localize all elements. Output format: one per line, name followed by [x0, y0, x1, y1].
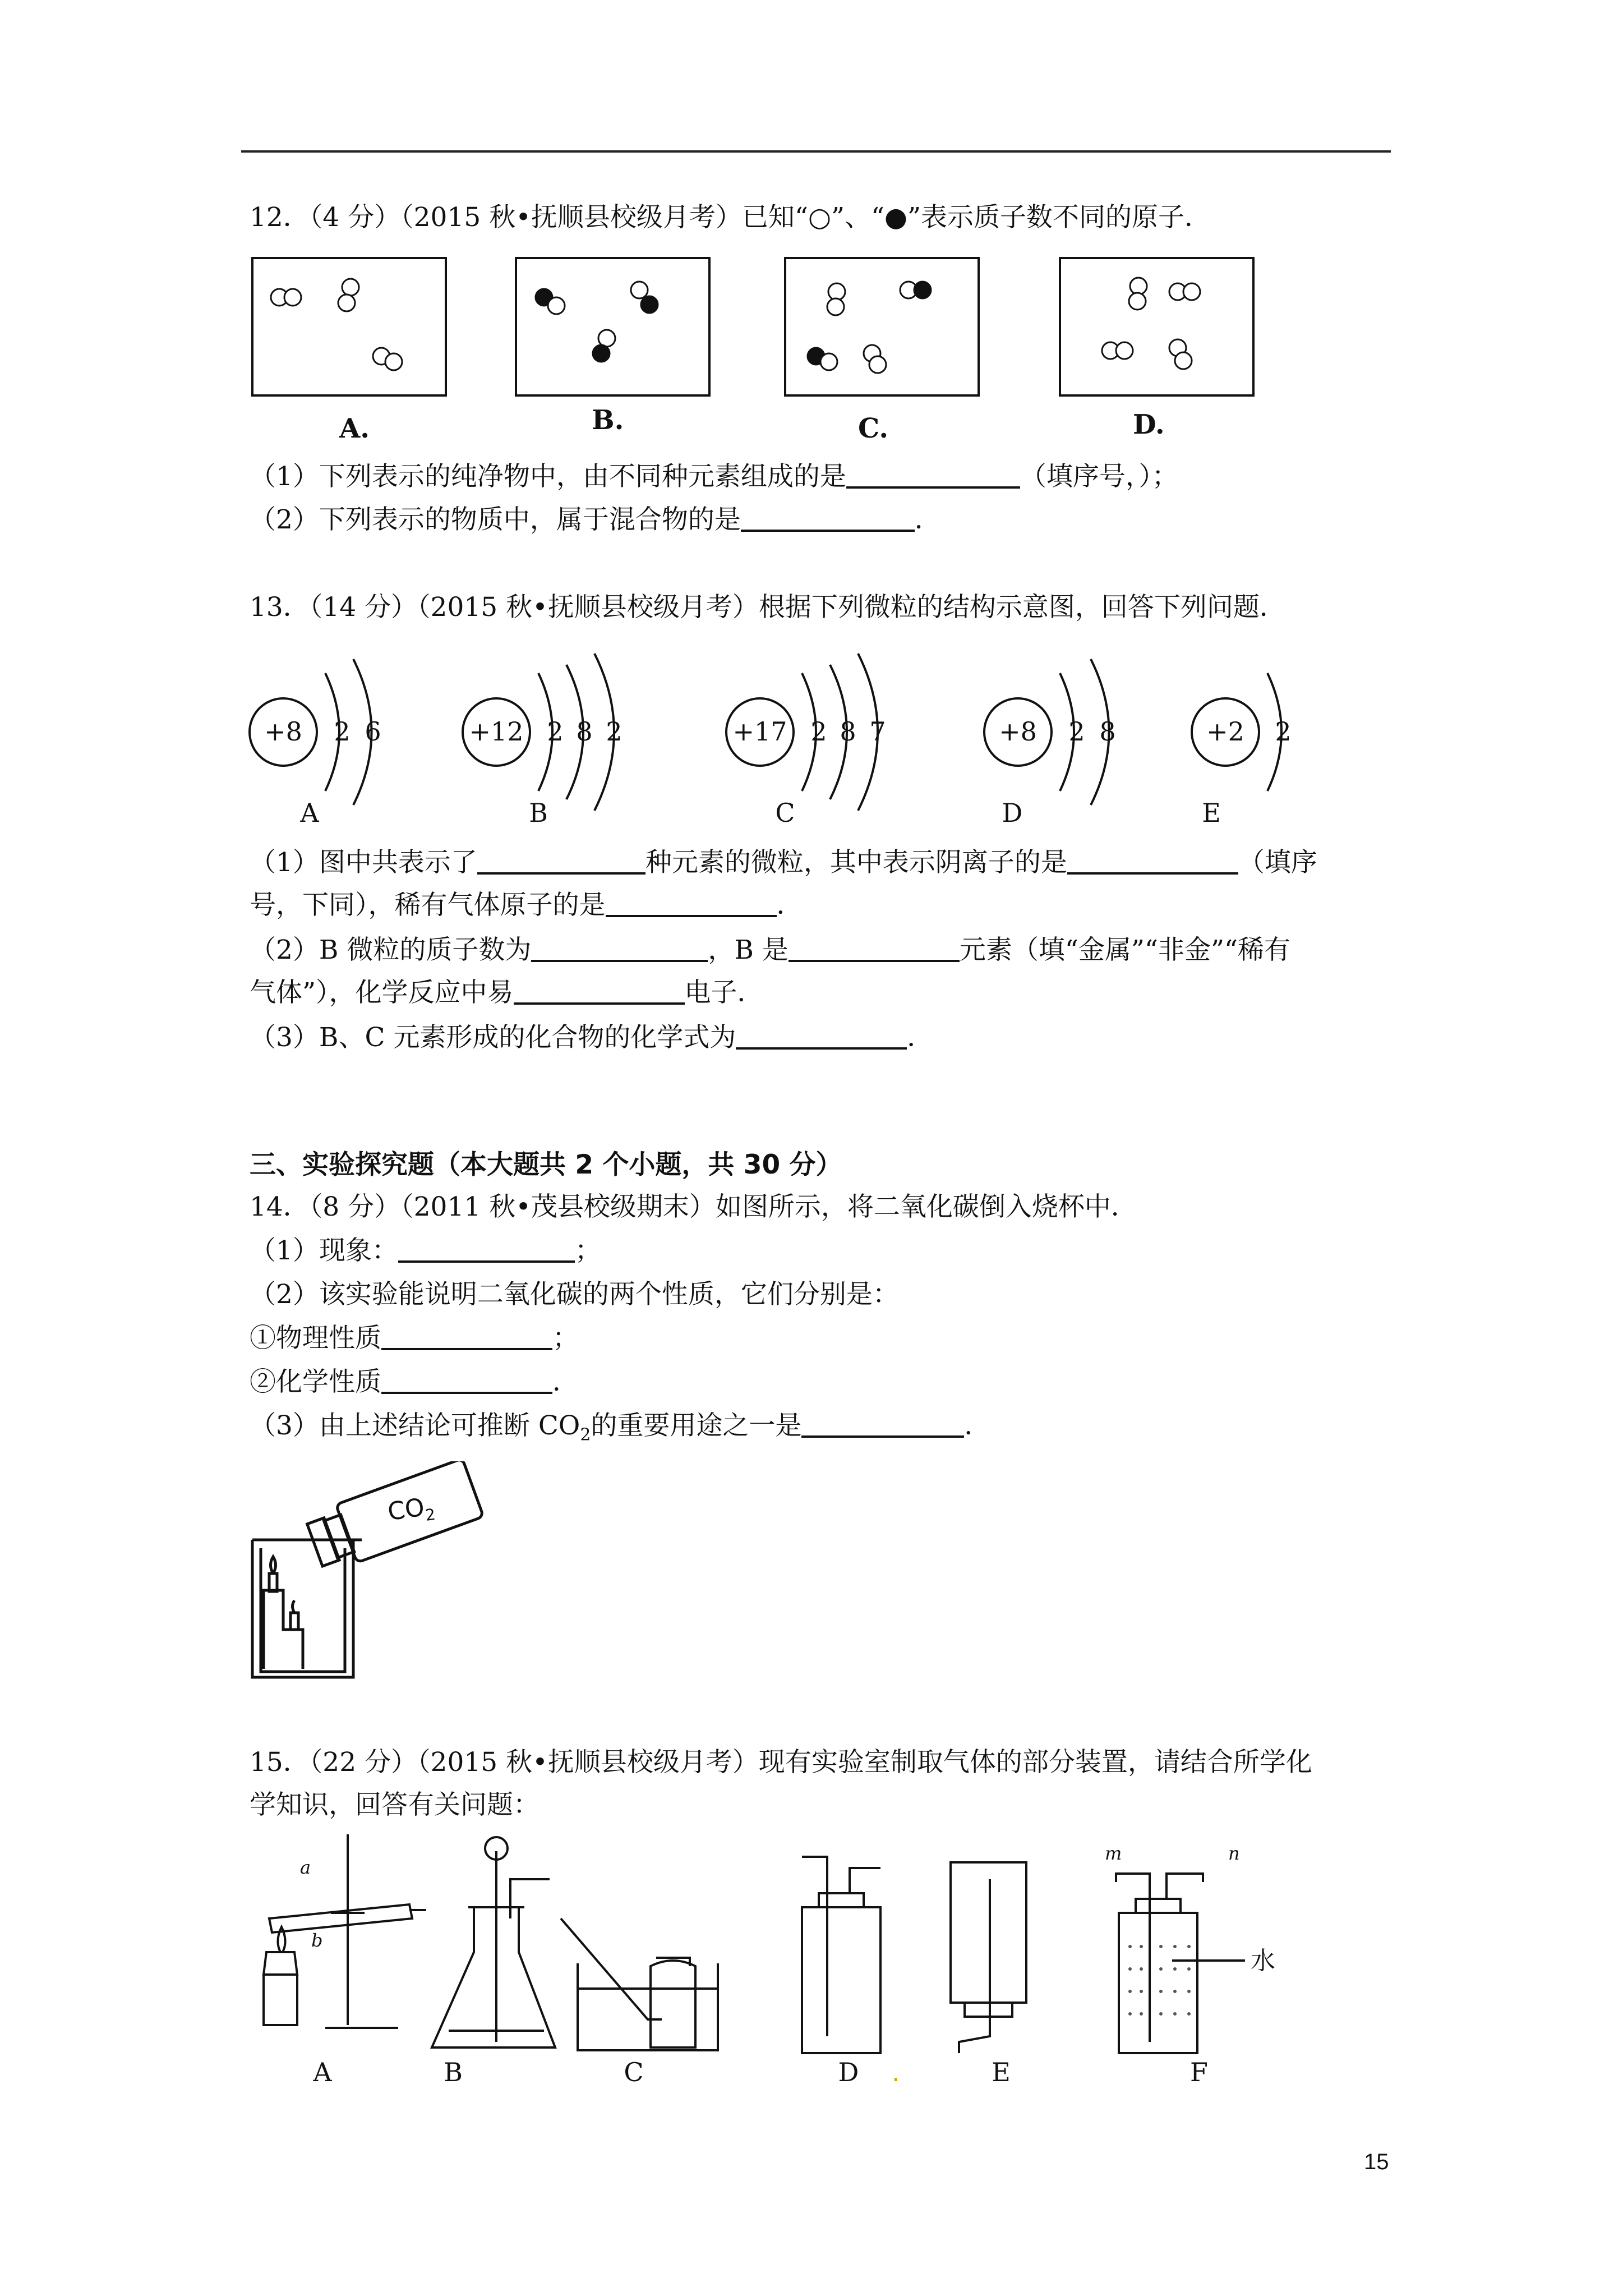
q12-part2: （2）下列表示的物质中，属于混合物的是 ． [250, 504, 941, 535]
q14-blank-2[interactable] [381, 1322, 552, 1350]
q13-b-shell-3: 2 [606, 716, 623, 747]
q12-stem: 12．（4 分）（2015 秋•抚顺县校级月考）已知“○”、“●”表示质子数不同的原子． [250, 202, 1211, 233]
q12-option-d: D. [1133, 409, 1165, 440]
q12-part1: （1）下列表示的纯净物中，由不同种元素组成的是 （填序号，）； [250, 461, 1178, 492]
q12-blank-1[interactable] [846, 461, 1020, 489]
q14-beaker-figure [241, 1461, 505, 1691]
q13-a-nucleus: +8 [264, 716, 302, 747]
q13-b-nucleus: +12 [469, 716, 524, 747]
q13-label-b: B [529, 798, 548, 828]
q14-part4: ②化学性质 ． [250, 1366, 579, 1397]
q15-label-a: A [313, 2057, 332, 2087]
q13-a-shell-2: 6 [365, 716, 381, 747]
q14-stem: 14．（8 分）（2011 秋•茂县校级期末）如图所示，将二氧化碳倒入烧杯中． [250, 1191, 1137, 1222]
q14-blank-3[interactable] [381, 1366, 552, 1394]
q13-blank-4[interactable] [531, 934, 708, 962]
q14-blank-1[interactable] [398, 1235, 575, 1263]
q13-label-a: A [300, 798, 319, 828]
q13-part2b: 气体”），化学反应中易 电子． [250, 977, 764, 1008]
q15-label-c: C [624, 2057, 644, 2087]
q15-stem-1: 15．（22 分）（2015 秋•抚顺县校级月考）现有实验室制取气体的部分装置，请结合所学化 [250, 1747, 1312, 1778]
q13-c-nucleus: +17 [732, 716, 787, 747]
q13-c-shell-2: 8 [840, 716, 856, 747]
q15-stray-dot: . [892, 2057, 900, 2087]
q14-blank-4[interactable] [801, 1410, 964, 1438]
q15-tag-b: b [311, 1930, 323, 1951]
section-3-heading: 三、实验探究题（本大题共 2 个小题，共 30 分） [250, 1149, 842, 1180]
q13-blank-3[interactable] [606, 889, 777, 917]
q13-label-e: E [1202, 798, 1221, 828]
q15-tag-m: m [1105, 1843, 1122, 1864]
q12-option-b: B. [592, 404, 624, 436]
q13-b-shell-2: 8 [576, 716, 593, 747]
q13-part2a: （2）B 微粒的质子数为 ，B 是 元素（填“金属”“非金”“稀有 [250, 935, 1291, 965]
q13-blank-2[interactable] [1067, 846, 1238, 875]
q13-b-shell-1: 2 [547, 716, 564, 747]
q15-label-f: F [1190, 2057, 1208, 2087]
q13-c-shell-3: 7 [869, 716, 886, 747]
q13-part1a: （1）图中共表示了 种元素的微粒，其中表示阴离子的是 （填序 [250, 847, 1317, 878]
page-number: 15 [1364, 2150, 1389, 2174]
q15-stem-2: 学知识，回答有关问题： [250, 1789, 540, 1820]
q13-label-d: D [1002, 798, 1023, 828]
q13-d-shell-2: 8 [1099, 716, 1116, 747]
q13-blank-6[interactable] [514, 977, 685, 1005]
q13-a-shell-1: 2 [334, 716, 351, 747]
q13-part1b: 号，下同），稀有气体原子的是 ． [250, 890, 803, 921]
q13-stem: 13．（14 分）（2015 秋•抚顺县校级月考）根据下列微粒的结构示意图，回答下列问题． [250, 592, 1286, 623]
q15-apparatus-figure [241, 1834, 1335, 2092]
q13-blank-1[interactable] [477, 846, 645, 875]
q13-e-nucleus: +2 [1206, 716, 1244, 747]
q15-label-b: B [444, 2057, 463, 2087]
q13-d-shell-1: 2 [1068, 716, 1085, 747]
q12-option-c: C. [858, 413, 889, 444]
q13-c-shell-1: 2 [810, 716, 827, 747]
q15-water-label: 水 [1251, 1947, 1275, 1975]
q13-blank-7[interactable] [736, 1022, 907, 1050]
q12-figure [247, 250, 1273, 449]
q13-d-nucleus: +8 [999, 716, 1037, 747]
q13-blank-5[interactable] [789, 934, 960, 962]
q15-tag-a: a [300, 1857, 311, 1878]
q14-part5: （3）由上述结论可推断 $CO_2$的重要用途之一是 ． [250, 1410, 991, 1445]
q13-part3: （3）B、C 元素形成的化合物的化学式为 ． [250, 1022, 934, 1053]
q15-label-d: D [838, 2057, 859, 2087]
q14-part3: ①物理性质 ； [250, 1323, 579, 1354]
q14-part1: （1）现象： ； [250, 1235, 601, 1266]
q13-label-c: C [775, 798, 795, 828]
q13-figure [241, 651, 1335, 836]
q14-part2: （2）该实验能说明二氧化碳的两个性质，它们分别是： [250, 1279, 899, 1310]
q13-e-shell-1: 2 [1275, 716, 1292, 747]
q15-tag-n: n [1228, 1843, 1240, 1864]
header-rule [241, 150, 1391, 153]
q12-option-a: A. [339, 413, 370, 444]
q12-blank-2[interactable] [741, 504, 915, 532]
q15-label-e: E [992, 2057, 1011, 2087]
q14-bottle-label: $CO_2$ [386, 1493, 437, 1527]
